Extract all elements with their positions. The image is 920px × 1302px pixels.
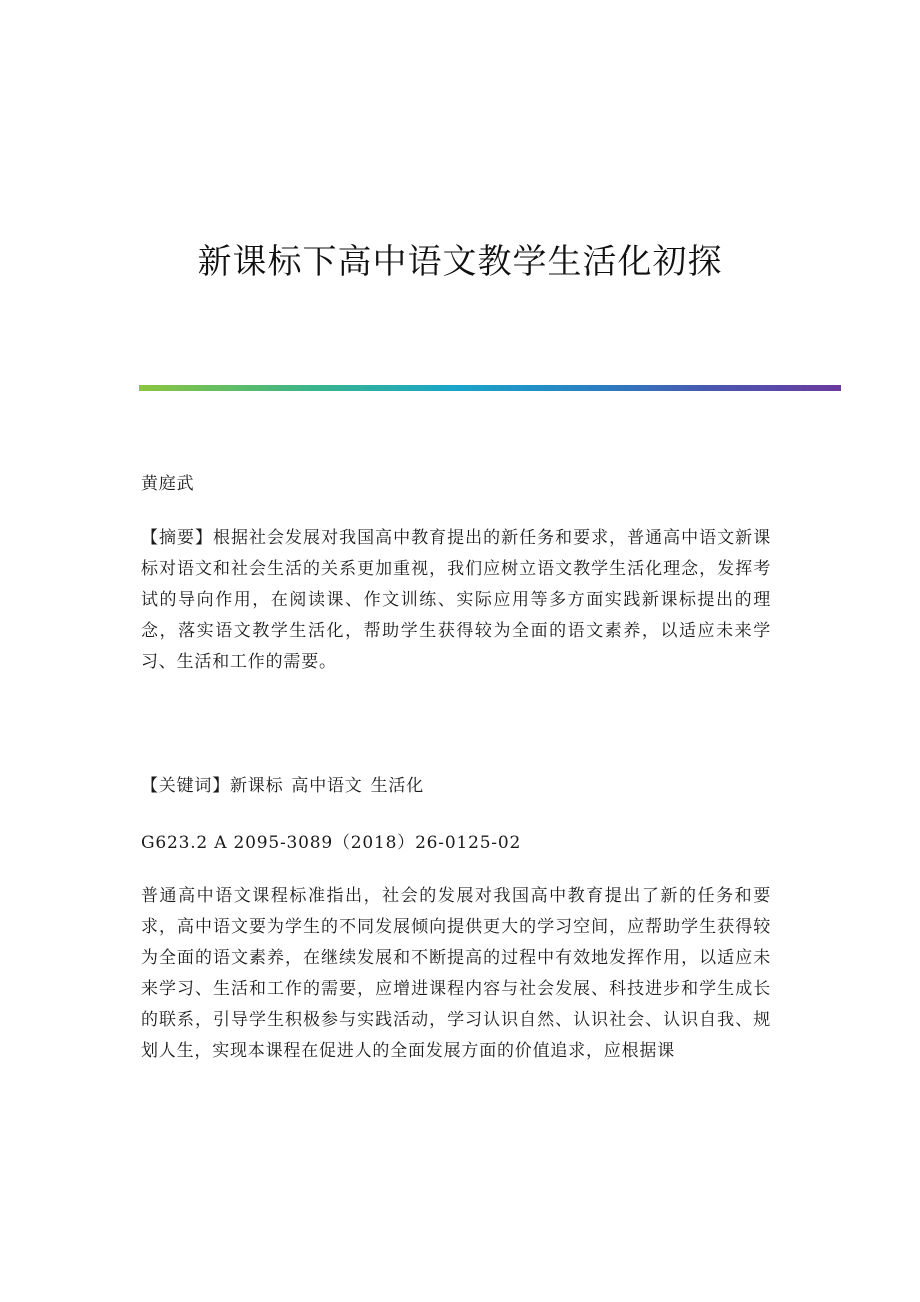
abstract <box>141 523 771 678</box>
title-divider <box>139 385 841 391</box>
abstract-text: 根据社会发展对我国高中教育提出的新任务和要求，普通高中语文新课标对语文和社会生活的关系更加重视，我们应树立语文教学生活化理念，发挥考试的导向作用，在阅读课、作文训练、实际应用等多方面实践新课标提出的理念，落实语文教学生活化，帮助学生获得较为全面的语文素养，以适应未来学习、生活和工作的需要。 <box>141 528 771 672</box>
author-name: 黄庭武 <box>141 474 195 494</box>
document-title: 新课标下高中语文教学生活化初探 <box>197 241 723 282</box>
keyword-item: 生活化 <box>370 776 425 796</box>
classification-code: G623.2 A 2095-3089（2018）26-0125-02 <box>141 833 522 853</box>
keyword-item: 新课标 <box>230 776 284 796</box>
keywords <box>141 771 771 802</box>
body-paragraph: 普通高中语文课程标准指出，社会的发展对我国高中教育提出了新的任务和要求，高中语文要为学生的不同发展倾向提供更大的学习空间，应帮助学生获得较为全面的语文素养，在继续发展和不断提高的过程中有效地发挥作用，以适应未来学习、生活和工作的需要，应增进课程内容与社会发展、科技进步和学生成长的联系，引导学生积极参与实践活动，学习认识自然、认识社会、认识自我、规划人生，实现本课程在促进人的全面发展方面的价值追求，应根据课 <box>141 886 771 1061</box>
keyword-item: 高中语文 <box>291 776 363 796</box>
abstract-label: 【摘要】 <box>141 528 214 548</box>
keywords-label: 【关键词】 <box>141 776 230 796</box>
